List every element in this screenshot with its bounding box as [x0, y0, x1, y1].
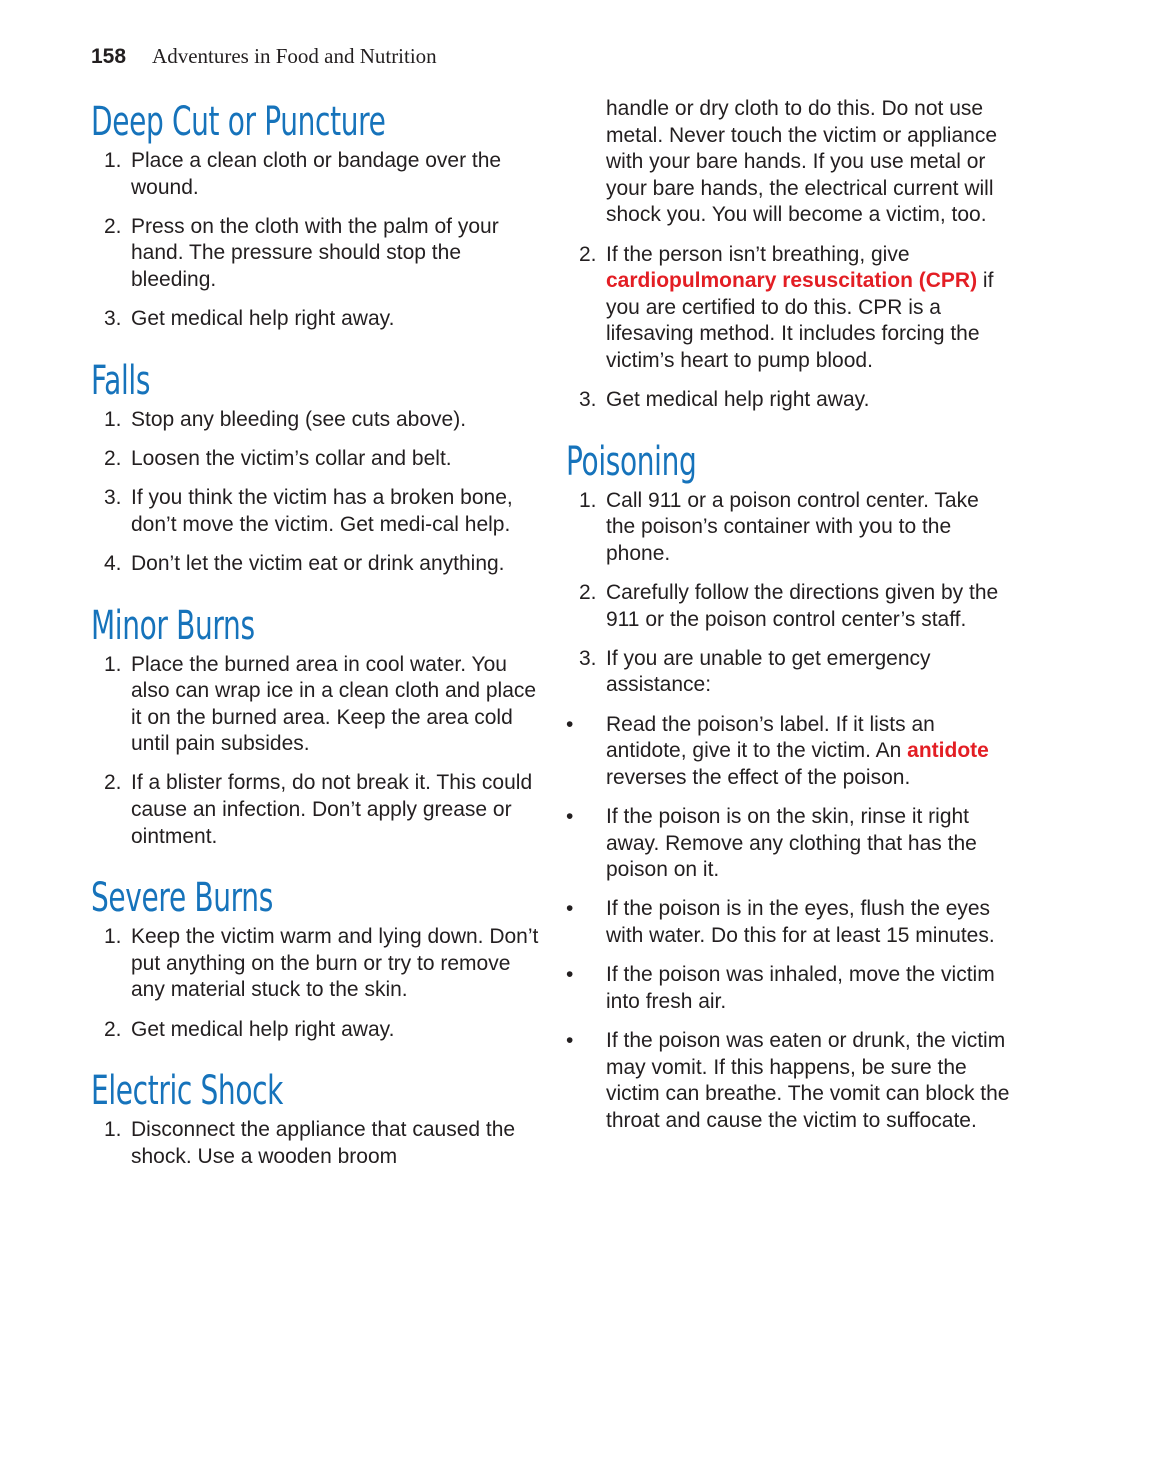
item-text: Place a clean cloth or bandage over the wound.: [131, 149, 502, 199]
item-number: 1.: [104, 1118, 122, 1142]
section-title: Minor Burns: [91, 602, 255, 649]
item-text: Press on the cloth with the palm of your hand. The pressure should stop the bleeding.: [131, 214, 499, 291]
section-poisoning: [566, 436, 1011, 1135]
item-text: If the poison is on the skin, rinse it right away. Remove any clothing that has the poison on it.: [606, 805, 977, 882]
item-text: If the poison was eaten or drunk, the victim may vomit. If this happens, be sure the victim can breathe. The vomit can block the throat and cause the victim to suffocate.: [606, 1028, 1010, 1132]
section-falls: [91, 355, 541, 578]
item-number: 1.: [104, 925, 122, 949]
item-text: If you are unable to get emergency assistance:: [606, 646, 931, 697]
item-text: Stop any bleeding (see cuts above).: [131, 407, 467, 431]
list-item: [91, 1017, 541, 1044]
item-text: If a blister forms, do not break it. This could cause an infection. Don’t apply grease or ointment.: [131, 771, 533, 848]
steps-list: [91, 148, 541, 333]
section-title: Poisoning: [566, 438, 697, 485]
item-text-continued: handle or dry cloth to do this. Do not use metal. Never touch the victim or appliance with your bare hands. If you use metal or your bare hands, the electrical current will shock you. You will become a victim, too.: [606, 97, 998, 227]
bullet-item: [566, 712, 1011, 792]
item-text: Keep the victim warm and lying down. Don’t put anything on the burn or try to remove any material stuck to the skin.: [131, 925, 539, 1002]
steps-list: [91, 407, 541, 578]
running-head: [91, 44, 437, 76]
bullet-icon: •: [566, 712, 574, 736]
list-item: [91, 652, 541, 758]
section-minor-burns: [91, 600, 541, 851]
steps-list: [91, 924, 541, 1043]
page-number: 158: [91, 45, 127, 68]
steps-list: [566, 488, 1011, 1135]
list-item: [91, 485, 541, 538]
book-title: Adventures in Food and Nutrition: [152, 44, 437, 68]
section-electric-shock: [91, 1065, 541, 1170]
key-term: antidote: [907, 739, 989, 763]
item-text-before: If the person isn’t breathing, give: [606, 242, 910, 266]
list-item: [566, 488, 1011, 568]
item-text: Don’t let the victim eat or drink anything.: [131, 551, 505, 575]
item-number: 1.: [104, 149, 122, 172]
item-text: Get medical help right away.: [131, 1017, 395, 1041]
item-number: 1.: [104, 407, 122, 431]
item-number: 2.: [104, 214, 122, 238]
key-term: cardiopulmonary resuscitation (CPR): [606, 269, 978, 293]
item-text: Get medical help right away.: [131, 307, 395, 331]
bullet-item: [566, 1028, 1011, 1134]
item-text: Place the burned area in cool water. You also can wrap ice in a clean cloth and place it on the burned area. Keep the area cold until pain subsides.: [131, 652, 537, 756]
list-item: [566, 242, 1011, 375]
bullet-item: [566, 804, 1011, 884]
item-text: Call 911 or a poison control center. Take the poison’s container with you to the phone.: [606, 488, 979, 565]
item-number: 1.: [104, 652, 122, 676]
section-severe-burns: [91, 872, 541, 1043]
item-number: 3.: [579, 388, 597, 412]
item-number: 1.: [579, 488, 597, 512]
list-item: [91, 551, 541, 578]
item-number: 4.: [104, 551, 122, 575]
list-item: [91, 924, 541, 1004]
item-text: If the poison is in the eyes, flush the eyes with water. Do this for at least 15 minutes.: [606, 897, 995, 947]
steps-list: [91, 1117, 541, 1170]
item-text-after: if you are certified to do this. CPR is a lifesaving method. It includes forcing the victim’s heart to pump blood.: [606, 269, 994, 372]
item-number: 3.: [104, 307, 122, 331]
list-item: [566, 387, 1011, 414]
item-number: 3.: [579, 646, 597, 670]
item-number: 3.: [104, 486, 122, 510]
item-number: 2.: [104, 446, 122, 470]
bullet-item: [566, 962, 1011, 1015]
item-text: If the poison was inhaled, move the victim into fresh air.: [606, 963, 995, 1013]
bullet-icon: •: [566, 897, 574, 921]
section-title: Deep Cut or Puncture: [91, 99, 386, 145]
item-number: 2.: [579, 581, 597, 605]
section-title: Falls: [91, 357, 151, 404]
item-number: 2.: [104, 1017, 122, 1041]
bullet-item: [566, 896, 1011, 949]
list-item: [566, 580, 1011, 633]
list-item: [91, 1117, 541, 1170]
section-deep-cut: [91, 96, 541, 333]
list-item: [91, 214, 541, 294]
list-item: [91, 148, 541, 201]
bullet-icon: •: [566, 1028, 574, 1052]
list-item: [91, 407, 541, 434]
bullet-icon: •: [566, 805, 574, 829]
list-item: [566, 646, 1011, 699]
list-item: [91, 446, 541, 473]
item-text: Loosen the victim’s collar and belt.: [131, 446, 452, 470]
left-column: [91, 96, 541, 1192]
section-electric-shock-continued: [566, 96, 1011, 414]
item-text: Disconnect the appliance that caused the shock. Use a wooden broom: [131, 1118, 516, 1168]
section-title: Electric Shock: [91, 1068, 284, 1115]
right-column: [566, 96, 1011, 1156]
item-text: Get medical help right away.: [606, 388, 870, 412]
steps-list: [566, 242, 1011, 414]
item-text-before: Read the poison’s label. If it lists an antidote, give it to the victim. An: [606, 712, 935, 763]
item-text-after: reverses the effect of the poison.: [606, 765, 911, 789]
steps-list: [91, 652, 541, 851]
section-title: Severe Burns: [91, 875, 273, 922]
item-text: Carefully follow the directions given by the 911 or the poison control center’s staff.: [606, 581, 999, 631]
item-number: 2.: [104, 771, 122, 795]
list-item: [91, 306, 541, 333]
item-text: If you think the victim has a broken bone, don’t move the victim. Get medi-cal help.: [131, 486, 513, 536]
bullet-icon: •: [566, 963, 574, 987]
list-item: [91, 770, 541, 850]
item-number: 2.: [579, 242, 597, 266]
